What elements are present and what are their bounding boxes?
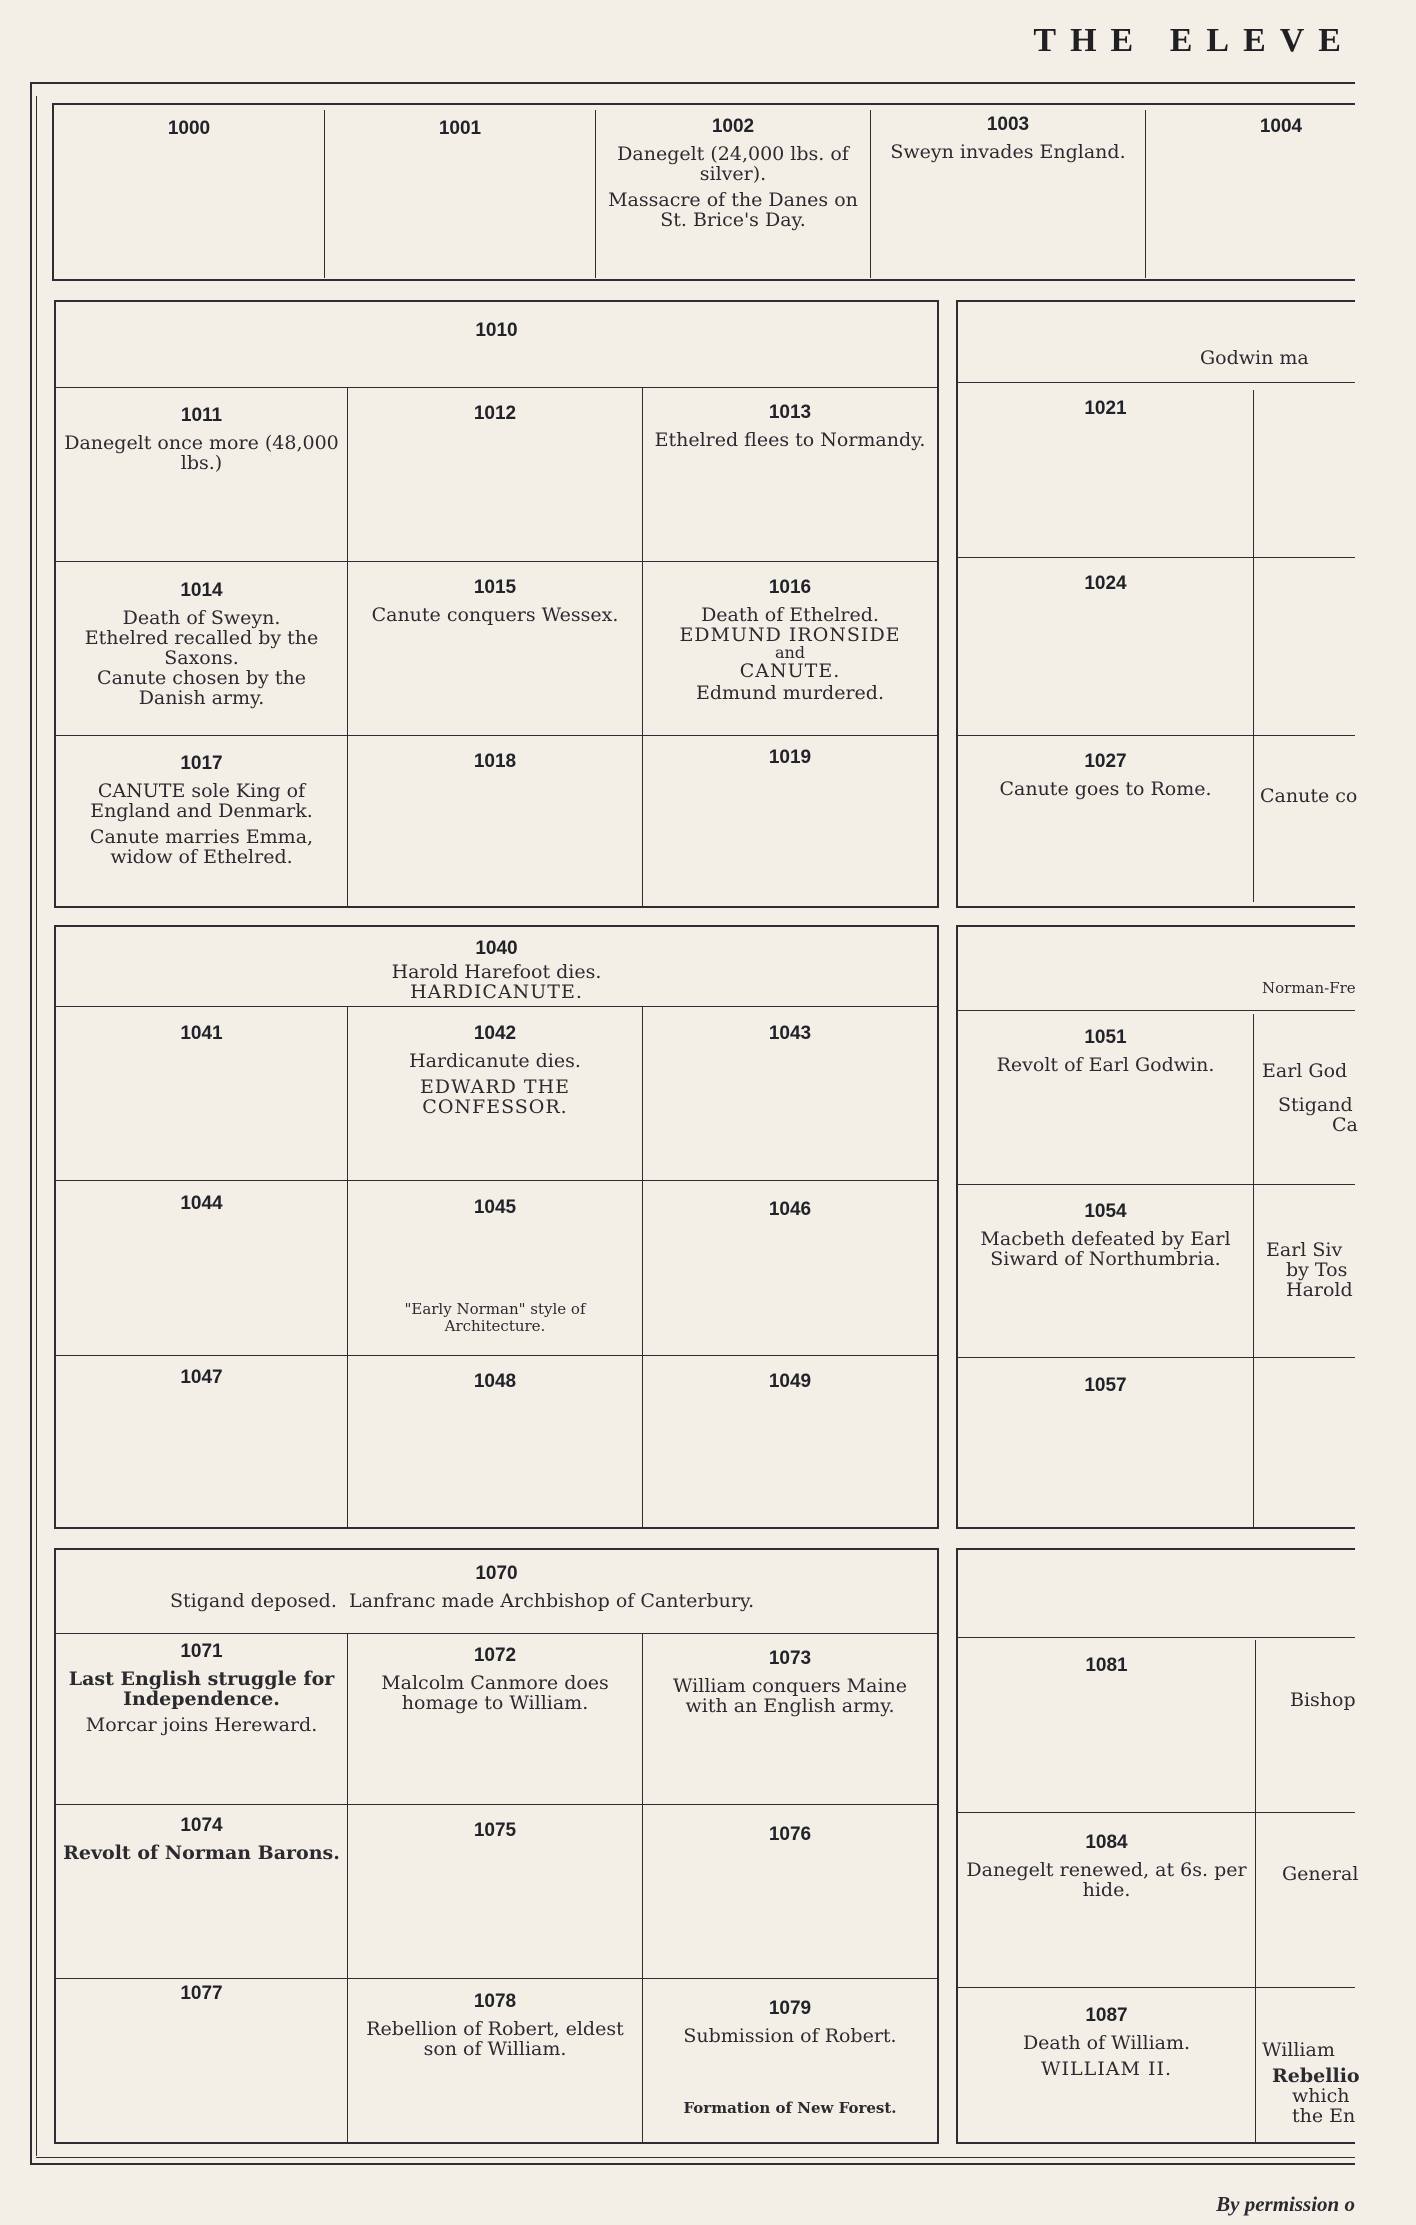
year-label: 1074 bbox=[180, 1815, 223, 1836]
year-cell-1001 bbox=[325, 118, 595, 140]
year-label: 1002 bbox=[711, 116, 755, 137]
year-label: 1019 bbox=[768, 747, 812, 768]
year-label: 1014 bbox=[180, 580, 223, 601]
divider bbox=[1253, 390, 1254, 902]
event-text: by Tos bbox=[1286, 1259, 1348, 1281]
year-cell-1019 bbox=[643, 747, 937, 769]
year-label: 1024 bbox=[1084, 573, 1127, 594]
event-text: HARDICANUTE. bbox=[410, 981, 583, 1003]
event-text: Canute co bbox=[1260, 785, 1358, 807]
divider bbox=[56, 387, 937, 388]
year-label: 1071 bbox=[180, 1641, 223, 1662]
year-label: 1047 bbox=[180, 1367, 223, 1388]
year-label: 1018 bbox=[473, 751, 517, 772]
footer-credit: By permission o bbox=[1216, 2192, 1355, 2216]
year-cell-1024 bbox=[958, 573, 1253, 595]
year-label: 1077 bbox=[180, 1983, 223, 2004]
year-cell-1000 bbox=[54, 118, 324, 140]
event-text: CANUTE sole King of England and Denmark. bbox=[90, 780, 313, 822]
year-cell-1075 bbox=[348, 1820, 642, 1842]
event-text: Rebellio bbox=[1272, 2065, 1360, 2087]
year-label: 1070 bbox=[475, 1563, 518, 1584]
year-cell-1014 bbox=[56, 580, 347, 708]
event-text: William bbox=[1262, 2039, 1335, 2061]
divider bbox=[56, 1633, 937, 1634]
year-label: 1049 bbox=[768, 1371, 812, 1392]
year-label: 1021 bbox=[1084, 398, 1127, 419]
year-cell-1011 bbox=[56, 405, 347, 473]
outer-bottom-rule bbox=[30, 2163, 1355, 2165]
year-cell-1055 bbox=[1266, 1240, 1366, 1300]
year-cell-1040 bbox=[56, 938, 937, 1002]
year-label: 1042 bbox=[473, 1023, 517, 1044]
year-label: 1084 bbox=[1085, 1832, 1128, 1853]
year-label: 1017 bbox=[180, 753, 223, 774]
year-cell-1042 bbox=[348, 1023, 642, 1117]
divider bbox=[1255, 1640, 1256, 2142]
year-label: 1010 bbox=[475, 320, 518, 341]
event-text: Canute marries Emma, widow of Ethelred. bbox=[89, 826, 314, 868]
year-label: 1004 bbox=[1259, 116, 1303, 137]
event-text: the En bbox=[1292, 2105, 1356, 2127]
event-text: Earl Siv bbox=[1266, 1239, 1343, 1261]
year-cell-1049 bbox=[643, 1371, 937, 1393]
year-cell-1048 bbox=[348, 1371, 642, 1393]
year-cell-1018 bbox=[348, 751, 642, 773]
divider bbox=[958, 557, 1355, 558]
year-cell-1070 bbox=[56, 1563, 937, 1611]
divider bbox=[958, 1812, 1355, 1813]
divider bbox=[958, 382, 1355, 383]
event-text: EDWARD THE CONFESSOR. bbox=[419, 1076, 571, 1118]
year-label: 1015 bbox=[473, 577, 517, 598]
year-label: 1045 bbox=[473, 1197, 517, 1218]
event-text: Canute conquers Wessex. bbox=[371, 604, 619, 626]
event-text: Canute chosen by the Danish army. bbox=[97, 667, 306, 709]
decade-1050-heading bbox=[1262, 980, 1382, 997]
divider bbox=[56, 1355, 937, 1356]
year-label: 1075 bbox=[473, 1820, 517, 1841]
event-text: Danegelt renewed, at 6s. per hide. bbox=[966, 1859, 1247, 1901]
year-label: 1081 bbox=[1085, 1655, 1128, 1676]
event-text: Rebellion of Robert, eldest son of William. bbox=[366, 2018, 624, 2060]
year-label: 1044 bbox=[180, 1193, 223, 1214]
divider bbox=[642, 1007, 643, 1527]
year-cell-1085 bbox=[1282, 1864, 1372, 1884]
year-label: 1011 bbox=[180, 405, 223, 426]
event-text: Morcar joins Hereward. bbox=[85, 1714, 318, 1736]
year-cell-1057 bbox=[958, 1375, 1253, 1397]
year-cell-1013 bbox=[643, 402, 937, 450]
event-text: Edmund murdered. bbox=[696, 682, 884, 704]
divider bbox=[56, 1180, 937, 1181]
year-cell-1017 bbox=[56, 753, 347, 867]
year-label: 1046 bbox=[768, 1199, 812, 1220]
year-cell-1084 bbox=[958, 1832, 1255, 1900]
event-text: Last English struggle for Independence. bbox=[68, 1668, 335, 1710]
event-text: Macbeth defeated by Earl Siward of Northumbria. bbox=[980, 1228, 1231, 1270]
event-text: Lanfranc made Archbishop of Canterbury. bbox=[348, 1590, 755, 1612]
year-label: 1016 bbox=[768, 577, 812, 598]
event-text: Ethelred flees to Normandy. bbox=[654, 429, 926, 451]
divider bbox=[958, 1357, 1355, 1358]
event-text: WILLIAM II. bbox=[1040, 2058, 1173, 2080]
year-cell-1004 bbox=[1146, 116, 1416, 138]
divider bbox=[1253, 1014, 1254, 1528]
event-text: Earl God bbox=[1262, 1060, 1348, 1082]
year-cell-1081 bbox=[958, 1655, 1255, 1677]
outer-left-rule-inner bbox=[36, 96, 37, 2156]
event-text: Massacre of the Danes on St. Brice's Day. bbox=[608, 189, 858, 231]
event-text bbox=[62, 1591, 931, 1611]
year-label: 1012 bbox=[473, 403, 517, 424]
year-label: 1057 bbox=[1084, 1375, 1127, 1396]
event-text: Death of William. bbox=[1022, 2032, 1191, 2054]
event-text: which bbox=[1292, 2085, 1350, 2107]
year-cell-1073 bbox=[643, 1648, 937, 1716]
year-cell-1045 bbox=[348, 1197, 642, 1335]
event-text: Death of Ethelred. bbox=[701, 604, 879, 626]
year-label: 1076 bbox=[768, 1824, 812, 1845]
year-label: 1079 bbox=[768, 1998, 812, 2019]
event-text: Hardicanute dies. bbox=[409, 1050, 581, 1072]
event-text: Submission of Robert. bbox=[683, 2025, 897, 2047]
event-text: Death of Sweyn. bbox=[122, 607, 281, 629]
year-cell-1078 bbox=[348, 1991, 642, 2059]
event-text: Godwin ma bbox=[1200, 347, 1309, 369]
divider bbox=[56, 561, 937, 562]
event-text: EDMUND IRONSIDE bbox=[679, 624, 901, 646]
year-label: 1043 bbox=[768, 1023, 812, 1044]
year-label: 1001 bbox=[438, 118, 482, 139]
year-label: 1087 bbox=[1085, 2005, 1128, 2026]
event-text: Stigand deposed. bbox=[170, 1590, 337, 1612]
year-cell-1010 bbox=[56, 320, 937, 342]
event-text: William conquers Maine with an English army. bbox=[672, 1675, 908, 1717]
year-cell-1012 bbox=[348, 403, 642, 425]
event-text: General bbox=[1282, 1863, 1359, 1885]
year-cell-1088 bbox=[1262, 2040, 1362, 2126]
year-cell-1044 bbox=[56, 1193, 347, 1215]
year-label: 1051 bbox=[1084, 1027, 1127, 1048]
divider bbox=[958, 1184, 1355, 1185]
event-text: Harold bbox=[1286, 1279, 1353, 1301]
divider bbox=[56, 1804, 937, 1805]
year-cell-1054 bbox=[958, 1201, 1253, 1269]
year-label: 1054 bbox=[1084, 1201, 1127, 1222]
year-cell-1043 bbox=[643, 1023, 937, 1045]
year-cell-1077 bbox=[56, 1983, 347, 2005]
event-text: Ethelred recalled by the Saxons. bbox=[84, 627, 319, 669]
event-text: Danegelt once more (48,000 lbs.) bbox=[64, 432, 339, 474]
year-cell-1087 bbox=[958, 2005, 1255, 2079]
event-text: Formation of New Forest. bbox=[683, 2099, 897, 2117]
year-cell-1079 bbox=[643, 1998, 937, 2117]
event-text: and bbox=[774, 643, 806, 662]
year-cell-1072 bbox=[348, 1645, 642, 1713]
year-cell-1051 bbox=[958, 1027, 1253, 1075]
page-title: THE ELEVE bbox=[1033, 22, 1355, 59]
divider bbox=[958, 1637, 1355, 1638]
divider bbox=[958, 1987, 1355, 1988]
year-label: 1013 bbox=[768, 402, 812, 423]
outer-bottom-rule-inner bbox=[36, 2157, 1355, 2158]
event-text: Bishop bbox=[1290, 1689, 1356, 1711]
divider bbox=[56, 1978, 937, 1979]
year-label: 1003 bbox=[986, 114, 1030, 135]
decade-1020-heading bbox=[1200, 348, 1400, 368]
event-text: Harold Harefoot dies. bbox=[391, 961, 602, 983]
event-text: Norman-Fre bbox=[1262, 979, 1356, 997]
year-label: 1073 bbox=[768, 1648, 812, 1669]
year-cell-1082 bbox=[1290, 1690, 1370, 1710]
year-label: 1027 bbox=[1084, 751, 1127, 772]
outer-left-rule bbox=[30, 82, 32, 2165]
year-cell-1028 bbox=[1260, 786, 1380, 806]
year-cell-1052 bbox=[1262, 1061, 1362, 1135]
year-cell-1046 bbox=[643, 1199, 937, 1221]
year-label: 1041 bbox=[180, 1023, 223, 1044]
year-label: 1048 bbox=[473, 1371, 517, 1392]
year-cell-1071 bbox=[56, 1641, 347, 1735]
event-text: Revolt of Earl Godwin. bbox=[996, 1054, 1215, 1076]
event-text: Sweyn invades England. bbox=[890, 141, 1126, 163]
year-cell-1027 bbox=[958, 751, 1253, 799]
year-cell-1047 bbox=[56, 1367, 347, 1389]
year-cell-1074 bbox=[56, 1815, 347, 1863]
event-text: Stigand bbox=[1278, 1094, 1353, 1116]
year-label: 1040 bbox=[475, 938, 518, 959]
year-cell-1016 bbox=[643, 577, 937, 703]
year-label: 1000 bbox=[167, 118, 211, 139]
event-text: "Early Norman" style of Architecture. bbox=[404, 1300, 586, 1335]
event-text: CANUTE. bbox=[739, 660, 841, 682]
year-cell-1015 bbox=[348, 577, 642, 625]
year-label: 1072 bbox=[473, 1645, 517, 1666]
divider bbox=[958, 735, 1355, 736]
outer-top-rule bbox=[30, 82, 1355, 84]
year-cell-1021 bbox=[958, 398, 1253, 420]
divider bbox=[958, 1010, 1355, 1011]
event-text: Canute goes to Rome. bbox=[999, 778, 1212, 800]
decade-1020-block bbox=[956, 300, 1355, 908]
event-text: Revolt of Norman Barons. bbox=[63, 1842, 340, 1864]
event-text: Danegelt (24,000 lbs. of silver). bbox=[617, 143, 849, 185]
year-cell-1002 bbox=[596, 116, 870, 230]
year-cell-1003 bbox=[871, 114, 1145, 162]
event-text: Malcolm Canmore does homage to William. bbox=[381, 1672, 609, 1714]
divider bbox=[56, 735, 937, 736]
event-text: Ca bbox=[1332, 1114, 1358, 1136]
divider bbox=[56, 1006, 937, 1007]
divider bbox=[347, 388, 348, 906]
year-label: 1078 bbox=[473, 1991, 517, 2012]
year-cell-1041 bbox=[56, 1023, 347, 1045]
year-cell-1076 bbox=[643, 1824, 937, 1846]
